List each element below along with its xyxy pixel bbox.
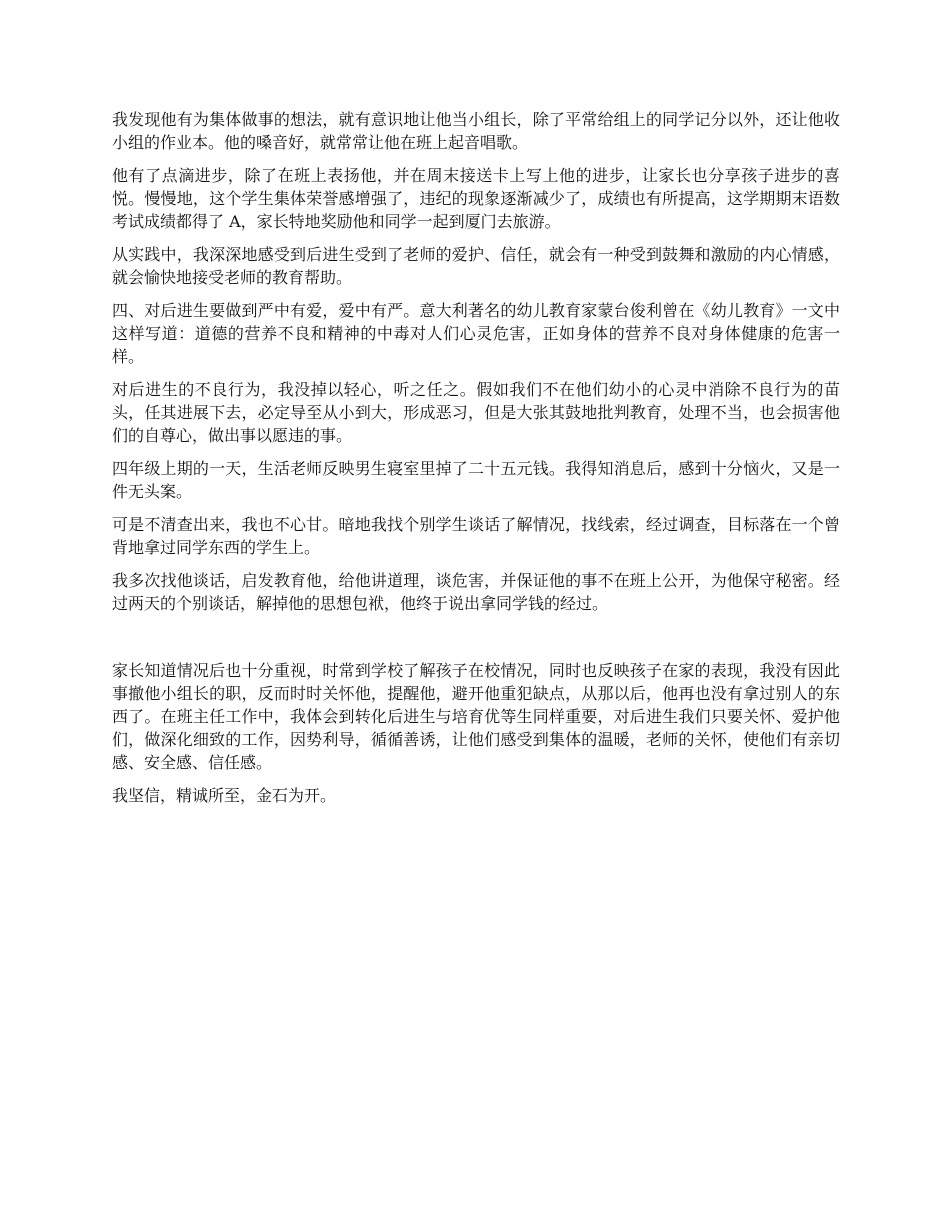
document-body <box>112 108 840 817</box>
paragraph: 可是不清查出来，我也不心甘。暗地我找个别学生谈话了解情况，找线索，经过调查，目标落在一个曾背地拿过同学东西的学生上。 <box>112 515 840 557</box>
paragraph: 我多次找他谈话，启发教育他，给他讲道理，谈危害，并保证他的事不在班上公开，为他保守秘密。经过两天的个别谈话，解掉他的思想包袱，他终于说出拿同学钱的经过。 <box>112 571 840 613</box>
section-gap <box>112 625 840 659</box>
paragraph: 他有了点滴进步，除了在班上表扬他，并在周末接送卡上写上他的进步，让家长也分享孩子进步的喜悦。慢慢地，这个学生集体荣誉感增强了，违纪的现象逐渐减少了，成绩也有所提高，这学期期末语数考试成绩都得了 A，家长特地奖励他和同学一起到厦门去旅游。 <box>112 166 840 231</box>
paragraph: 从实践中，我深深地感受到后进生受到了老师的爱护、信任，就会有一种受到鼓舞和激励的内心情感，就会愉快地接受老师的教育帮助。 <box>112 245 840 287</box>
paragraph: 四年级上期的一天，生活老师反映男生寝室里掉了二十五元钱。我得知消息后，感到十分恼火，又是一件无头案。 <box>112 459 840 501</box>
paragraph: 家长知道情况后也十分重视，时常到学校了解孩子在校情况，同时也反映孩子在家的表现，我没有因此事撤他小组长的职，反而时时关怀他，提醒他，避开他重犯缺点，从那以后，他再也没有拿过别人的东西了。在班主任工作中，我体会到转化后进生与培育优等生同样重要，对后进生我们只要关怀、爱护他们，做深化细致的工作，因势利导，循循善诱，让他们感受到集体的温暖，老师的关怀，使他们有亲切感、安全感、信任感。 <box>112 661 840 772</box>
paragraph: 对后进生的不良行为，我没掉以轻心，听之任之。假如我们不在他们幼小的心灵中消除不良行为的苗头，任其进展下去，必定导至从小到大，形成恶习，但是大张其鼓地批判教育，处理不当，也会损害他们的自尊心，做出事以愿违的事。 <box>112 380 840 445</box>
paragraph: 我发现他有为集体做事的想法，就有意识地让他当小组长，除了平常给组上的同学记分以外，还让他收小组的作业本。他的嗓音好，就常常让他在班上起音唱歌。 <box>112 110 840 152</box>
paragraph: 四、对后进生要做到严中有爱，爱中有严。意大利著名的幼儿教育家蒙台俊利曾在《幼儿教育》一文中这样写道：道德的营养不良和精神的中毒对人们心灵危害，正如身体的营养不良对身体健康的危害一样。 <box>112 301 840 366</box>
paragraph: 我坚信，精诚所至，金石为开。 <box>112 786 337 805</box>
